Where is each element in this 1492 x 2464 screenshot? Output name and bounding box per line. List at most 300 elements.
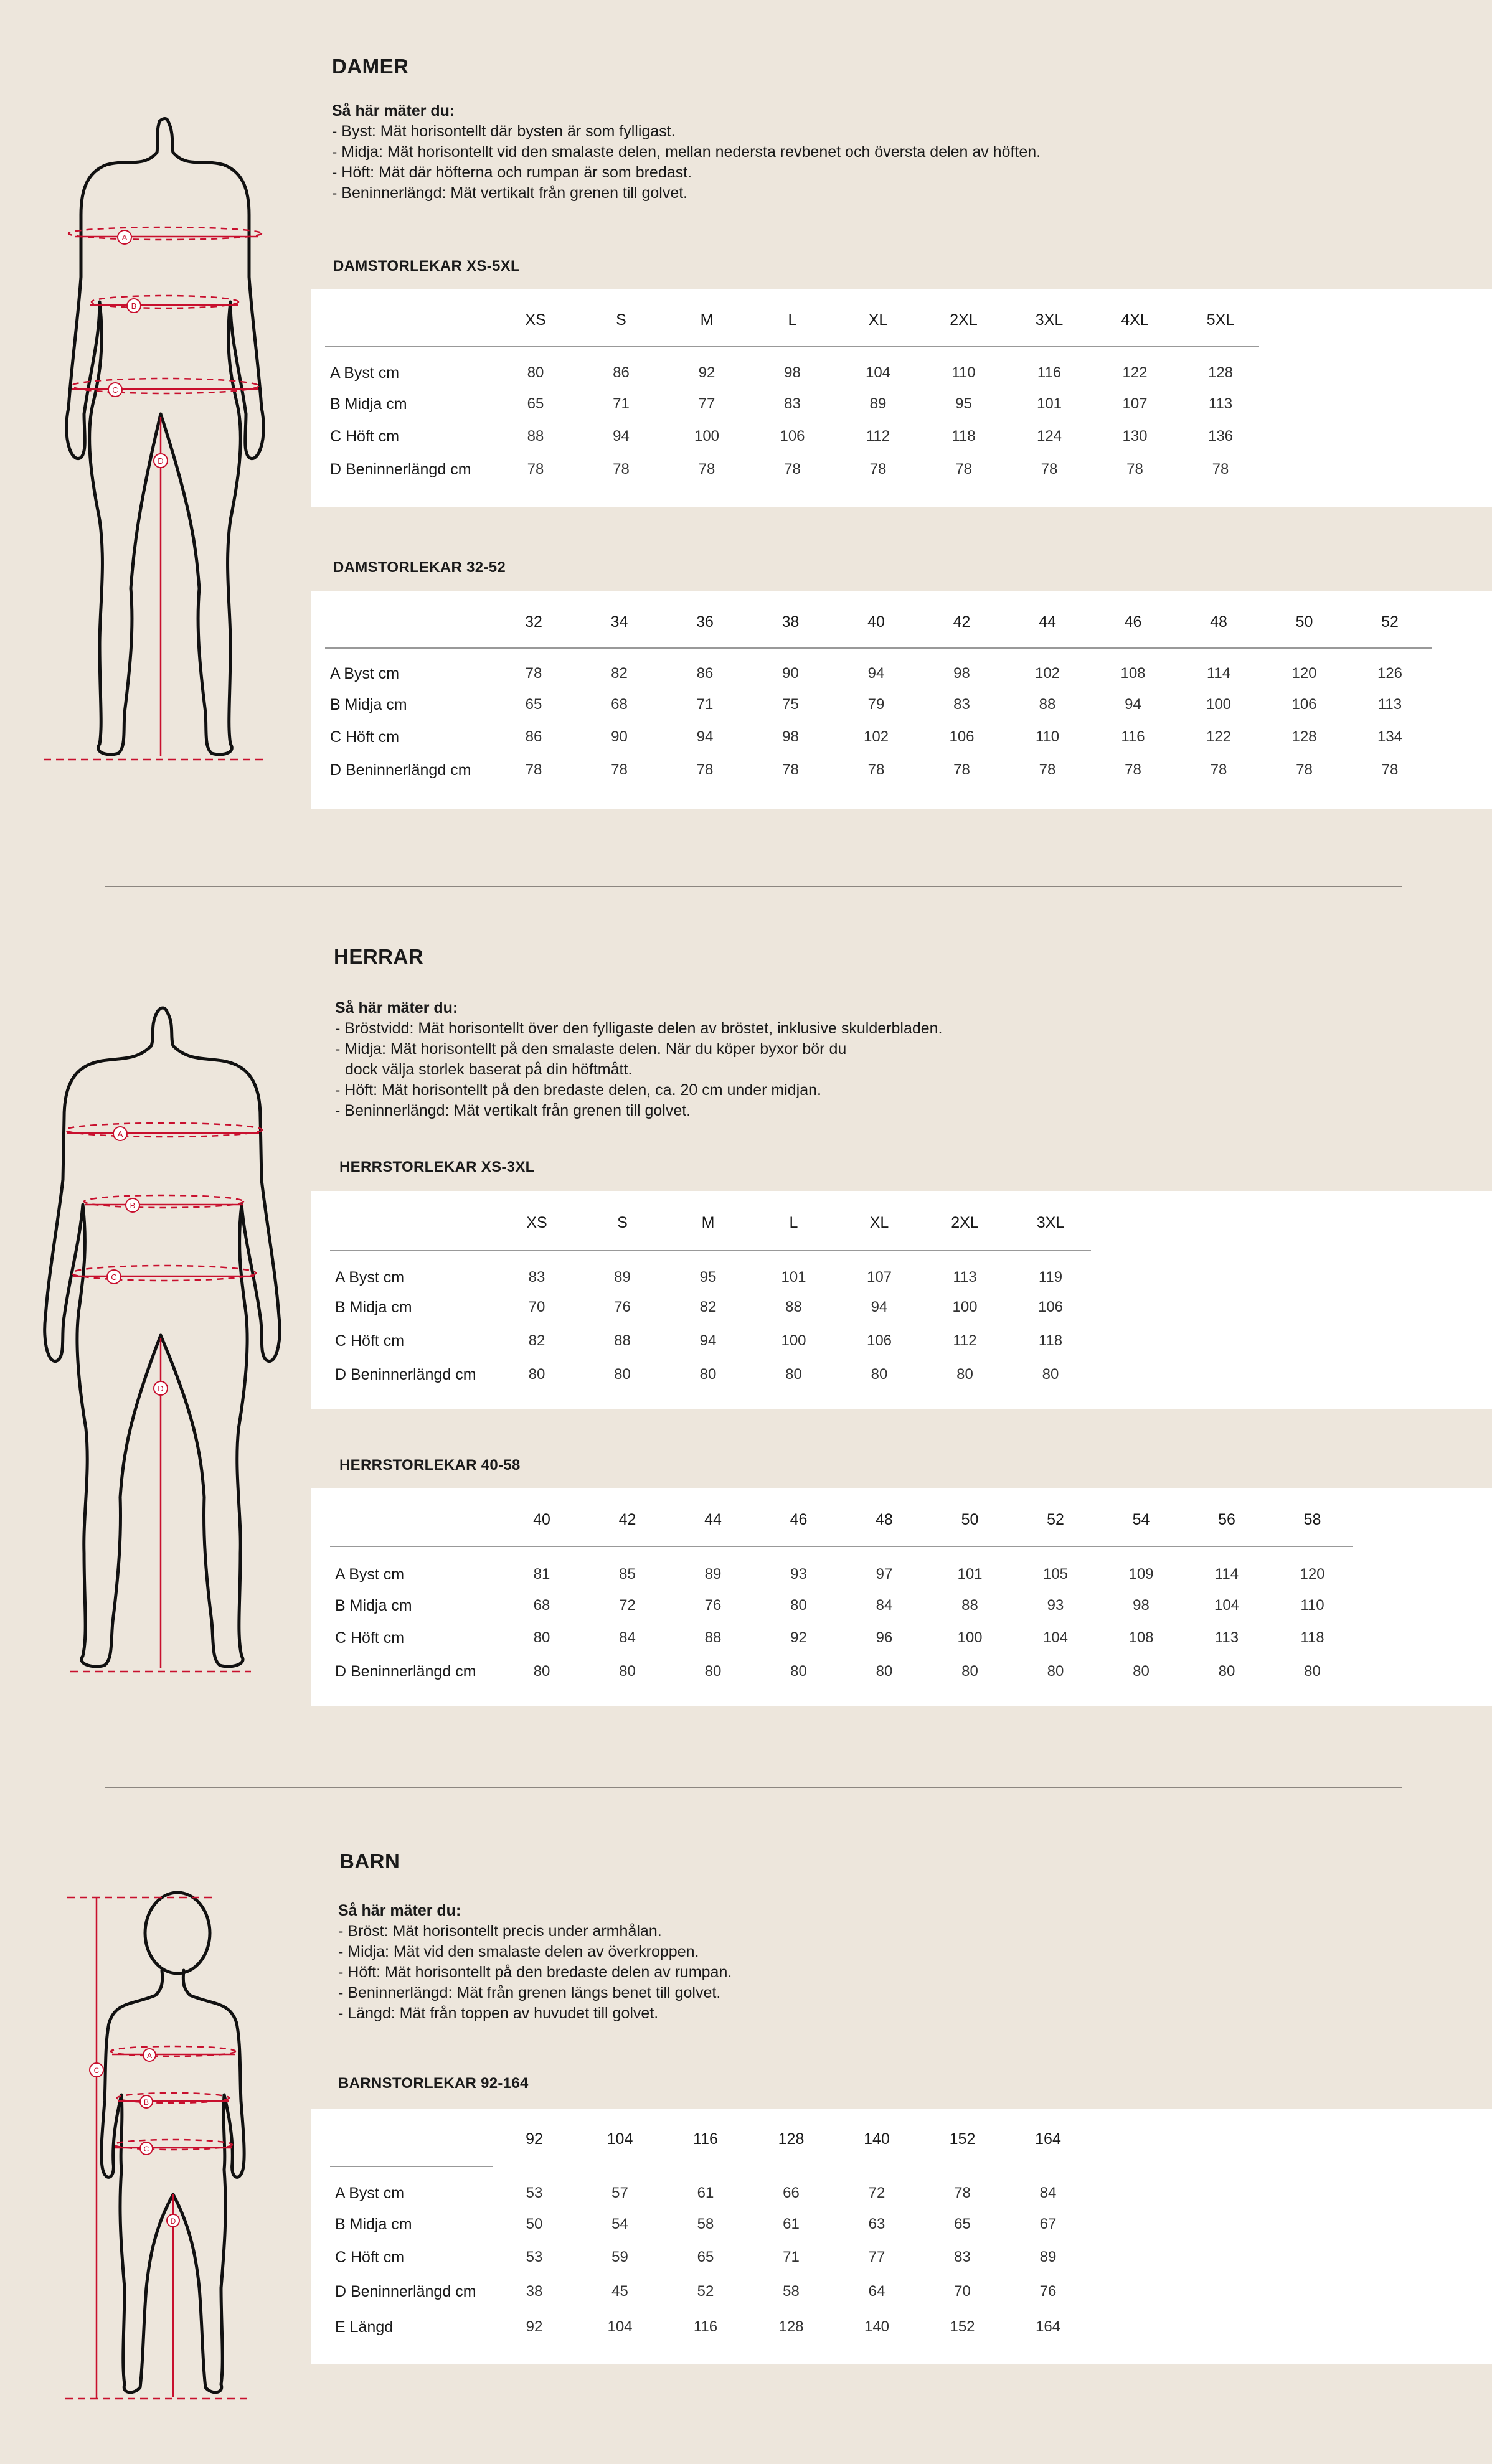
- howto-heading: Så här mäter du:: [332, 102, 455, 120]
- table-cell: 116: [693, 2318, 718, 2335]
- table-cell: 78: [1210, 761, 1227, 778]
- table-cell: 45: [611, 2283, 628, 2300]
- table-cell: 86: [613, 364, 630, 381]
- table-cell: 108: [1120, 665, 1146, 682]
- column-header: 104: [607, 2130, 633, 2148]
- table-cell: 106: [1037, 1299, 1064, 1315]
- table-cell: 101: [957, 1566, 983, 1582]
- table-cell: 67: [1039, 2216, 1057, 2232]
- table-cell: 78: [1381, 761, 1399, 778]
- column-header: 46: [1124, 613, 1142, 631]
- column-header: 48: [876, 1511, 893, 1528]
- table-cell: 104: [607, 2318, 633, 2335]
- header-rule: [330, 1546, 1353, 1547]
- table-cell: 78: [1296, 761, 1313, 778]
- column-header: S: [616, 311, 626, 329]
- table-cell: 113: [1377, 696, 1402, 713]
- howto-line: - Midja: Mät vid den smalaste delen av överkroppen.: [338, 1943, 699, 1960]
- howto-damer: [332, 101, 1041, 204]
- table-cell: 105: [1042, 1566, 1069, 1582]
- table-cell: 80: [790, 1663, 807, 1680]
- table-cell: 78: [869, 461, 887, 477]
- row-label: C Höft cm: [335, 2249, 405, 2266]
- table-cell: 72: [619, 1597, 636, 1614]
- marker-c: C: [111, 1272, 117, 1282]
- row-label: B Midja cm: [335, 1299, 412, 1316]
- table-title: BARNSTORLEKAR 92-164: [338, 2075, 529, 2092]
- table-cell: 98: [784, 364, 801, 381]
- howto-heading: Så här mäter du:: [335, 999, 458, 1017]
- row-label: B Midja cm: [330, 395, 407, 413]
- header-rule: [330, 2166, 493, 2167]
- size-table-damer-xs-5xl: [311, 289, 1492, 507]
- header-rule: [325, 647, 1432, 649]
- table-cell: 102: [1034, 665, 1060, 682]
- table-cell: 128: [1207, 364, 1234, 381]
- marker-a: A: [146, 2051, 153, 2060]
- table-cell: 71: [783, 2249, 800, 2265]
- table-cell: 57: [611, 2184, 628, 2201]
- table-cell: 92: [526, 2318, 543, 2335]
- table-cell: 65: [697, 2249, 714, 2265]
- table-cell: 94: [613, 428, 630, 444]
- table-cell: 78: [611, 761, 628, 778]
- table-cell: 104: [1214, 1597, 1240, 1614]
- table-cell: 128: [778, 2318, 804, 2335]
- column-header: 44: [1039, 613, 1056, 631]
- table-cell: 94: [867, 665, 885, 682]
- table-cell: 80: [876, 1663, 893, 1680]
- table-cell: 83: [528, 1269, 545, 1286]
- column-header: L: [789, 1214, 798, 1231]
- table-cell: 78: [1039, 761, 1056, 778]
- table-cell: 64: [868, 2283, 885, 2300]
- header-rule: [330, 1250, 1091, 1251]
- row-label: C Höft cm: [335, 1629, 405, 1647]
- table-cell: 100: [694, 428, 720, 444]
- table-cell: 83: [954, 2249, 971, 2265]
- table-cell: 88: [785, 1299, 802, 1315]
- child-body-figure: [62, 1889, 268, 2406]
- table-cell: 71: [613, 395, 630, 412]
- table-cell: 94: [699, 1332, 717, 1349]
- table-cell: 68: [611, 696, 628, 713]
- table-cell: 100: [957, 1629, 983, 1646]
- howto-line: - Höft: Mät horisontellt på den bredaste delen, ca. 20 cm under midjan.: [335, 1081, 821, 1099]
- marker-b: B: [130, 1201, 136, 1210]
- table-cell: 89: [704, 1566, 722, 1582]
- table-cell: 83: [784, 395, 801, 412]
- table-cell: 78: [1125, 761, 1141, 778]
- table-title: HERRSTORLEKAR XS-3XL: [339, 1159, 535, 1175]
- table-cell: 82: [528, 1332, 545, 1349]
- howto-line: - Längd: Mät från toppen av huvudet till golvet.: [338, 2005, 659, 2022]
- column-header: 50: [1295, 613, 1313, 631]
- column-header: 2XL: [951, 1214, 979, 1231]
- column-header: 152: [949, 2130, 976, 2148]
- marker-a: A: [117, 1129, 123, 1139]
- marker-b: B: [143, 2098, 149, 2107]
- column-header: 3XL: [1036, 1214, 1065, 1231]
- table-cell: 119: [1038, 1269, 1063, 1286]
- table-cell: 89: [869, 395, 887, 412]
- marker-d: D: [158, 1384, 164, 1393]
- table-cell: 110: [1035, 728, 1060, 745]
- row-label: C Höft cm: [330, 728, 400, 746]
- section-divider: [105, 1787, 1402, 1788]
- row-label: C Höft cm: [335, 1332, 405, 1350]
- table-cell: 106: [1291, 696, 1317, 713]
- table-cell: 108: [1128, 1629, 1154, 1646]
- table-cell: 78: [1126, 461, 1143, 477]
- table-cell: 80: [1304, 1663, 1321, 1680]
- table-cell: 78: [867, 761, 885, 778]
- column-header: 54: [1132, 1511, 1150, 1528]
- table-cell: 80: [1133, 1663, 1150, 1680]
- table-cell: 88: [1039, 696, 1056, 713]
- table-cell: 84: [876, 1597, 893, 1614]
- table-title: DAMSTORLEKAR XS-5XL: [333, 258, 520, 275]
- column-header: 56: [1218, 1511, 1235, 1528]
- table-cell: 50: [526, 2216, 543, 2232]
- table-cell: 100: [952, 1299, 978, 1315]
- howto-line: - Beninnerlängd: Mät vertikalt från grenen till golvet.: [335, 1102, 691, 1119]
- table-cell: 112: [953, 1332, 977, 1349]
- row-label: A Byst cm: [330, 364, 400, 382]
- table-cell: 124: [1036, 428, 1062, 444]
- table-cell: 96: [876, 1629, 893, 1646]
- table-cell: 88: [961, 1597, 978, 1614]
- table-cell: 80: [1218, 1663, 1235, 1680]
- table-cell: 80: [528, 1366, 545, 1383]
- table-cell: 126: [1377, 665, 1403, 682]
- table-cell: 89: [1039, 2249, 1057, 2265]
- table-cell: 82: [699, 1299, 717, 1315]
- column-header: 116: [693, 2130, 718, 2148]
- table-cell: 70: [528, 1299, 545, 1315]
- marker-d: D: [158, 456, 164, 466]
- table-cell: 80: [790, 1597, 807, 1614]
- table-cell: 78: [784, 461, 801, 477]
- table-cell: 84: [1039, 2184, 1057, 2201]
- table-cell: 94: [696, 728, 714, 745]
- column-header: 52: [1381, 613, 1399, 631]
- column-header: 46: [790, 1511, 808, 1528]
- table-cell: 93: [790, 1566, 807, 1582]
- table-cell: 78: [525, 665, 542, 682]
- table-cell: 90: [782, 665, 799, 682]
- table-cell: 107: [1122, 395, 1148, 412]
- howto-line: - Beninnerlängd: Mät vertikalt från grenen till golvet.: [332, 184, 688, 202]
- size-table-herrar-xs-3xl: [311, 1191, 1492, 1409]
- row-label: E Längd: [335, 2318, 394, 2336]
- table-cell: 98: [782, 728, 799, 745]
- table-cell: 97: [876, 1566, 893, 1582]
- table-cell: 86: [525, 728, 542, 745]
- column-header: M: [701, 1214, 715, 1231]
- column-header: 4XL: [1121, 311, 1149, 329]
- table-cell: 116: [1037, 364, 1062, 381]
- table-cell: 118: [1300, 1629, 1324, 1646]
- table-cell: 52: [697, 2283, 714, 2300]
- table-cell: 113: [1214, 1629, 1239, 1646]
- column-header: 42: [618, 1511, 636, 1528]
- howto-line: - Byst: Mät horisontellt där bysten är som fylligast.: [332, 123, 676, 140]
- table-cell: 110: [951, 364, 976, 381]
- table-cell: 53: [526, 2249, 543, 2265]
- table-cell: 71: [696, 696, 714, 713]
- table-cell: 89: [614, 1269, 631, 1286]
- table-cell: 79: [867, 696, 885, 713]
- column-header: 40: [867, 613, 885, 631]
- column-header: 44: [704, 1511, 722, 1528]
- table-cell: 134: [1377, 728, 1403, 745]
- table-cell: 76: [704, 1597, 722, 1614]
- table-cell: 90: [611, 728, 628, 745]
- table-cell: 92: [790, 1629, 807, 1646]
- table-cell: 75: [782, 696, 799, 713]
- table-cell: 113: [953, 1269, 977, 1286]
- table-cell: 128: [1291, 728, 1317, 745]
- column-header: 38: [781, 613, 800, 631]
- table-cell: 78: [613, 461, 630, 477]
- table-cell: 102: [863, 728, 889, 745]
- column-header: 32: [525, 613, 542, 631]
- marker-c: C: [93, 2066, 100, 2075]
- table-cell: 92: [698, 364, 715, 381]
- table-cell: 38: [526, 2283, 543, 2300]
- women-body-figure: [44, 115, 268, 763]
- table-cell: 77: [698, 395, 715, 412]
- howto-line: - Bröstvidd: Mät horisontellt över den fylligaste delen av bröstet, inklusive skulderbladen.: [335, 1020, 943, 1037]
- row-label: D Beninnerlängd cm: [335, 1366, 476, 1383]
- table-cell: 61: [697, 2184, 714, 2201]
- column-header: 58: [1303, 1511, 1321, 1528]
- howto-line: - Höft: Mät horisontellt på den bredaste delen av rumpan.: [338, 1963, 732, 1981]
- table-cell: 122: [1206, 728, 1232, 745]
- table-cell: 104: [1042, 1629, 1069, 1646]
- howto-barn: [338, 1901, 732, 2024]
- table-cell: 109: [1128, 1566, 1154, 1582]
- table-cell: 80: [614, 1366, 631, 1383]
- column-header: 36: [696, 613, 714, 631]
- table-cell: 116: [1121, 728, 1145, 745]
- howto-line: - Beninnerlängd: Mät från grenen längs benet till golvet.: [338, 1984, 721, 2001]
- row-label: A Byst cm: [335, 1566, 405, 1583]
- marker-b: B: [131, 301, 137, 311]
- column-header: 5XL: [1206, 311, 1235, 329]
- table-cell: 80: [871, 1366, 888, 1383]
- table-cell: 80: [533, 1663, 550, 1680]
- row-label: B Midja cm: [330, 696, 407, 713]
- column-header: 40: [533, 1511, 550, 1528]
- column-header: M: [700, 311, 714, 329]
- table-cell: 93: [1047, 1597, 1064, 1614]
- table-cell: 58: [783, 2283, 800, 2300]
- column-header: XS: [526, 1214, 547, 1231]
- column-header: L: [788, 311, 797, 329]
- table-cell: 66: [783, 2184, 800, 2201]
- table-cell: 100: [1206, 696, 1232, 713]
- table-cell: 76: [1039, 2283, 1057, 2300]
- howto-line: dock välja storlek baserat på din höftmått.: [345, 1061, 633, 1078]
- howto-herrar: [335, 998, 943, 1121]
- table-cell: 118: [1038, 1332, 1063, 1349]
- howto-line: - Höft: Mät där höfterna och rumpan är som bredast.: [332, 164, 692, 181]
- marker-a: A: [121, 233, 128, 242]
- table-title: DAMSTORLEKAR 32-52: [333, 559, 506, 576]
- table-cell: 77: [868, 2249, 885, 2265]
- table-cell: 95: [699, 1269, 717, 1286]
- table-cell: 122: [1122, 364, 1148, 381]
- table-cell: 78: [1212, 461, 1229, 477]
- table-cell: 80: [527, 364, 544, 381]
- column-header: XS: [525, 311, 546, 329]
- column-header: 34: [610, 613, 628, 631]
- table-cell: 78: [1041, 461, 1058, 477]
- table-cell: 78: [525, 761, 542, 778]
- column-header: 128: [778, 2130, 805, 2148]
- table-cell: 76: [614, 1299, 631, 1315]
- row-label: C Höft cm: [330, 428, 400, 445]
- table-cell: 59: [611, 2249, 628, 2265]
- column-header: 48: [1210, 613, 1227, 631]
- column-header: S: [617, 1214, 628, 1231]
- table-cell: 98: [953, 665, 970, 682]
- row-label: D Beninnerlängd cm: [330, 461, 471, 478]
- table-cell: 65: [527, 395, 544, 412]
- marker-d: D: [170, 2217, 176, 2226]
- table-cell: 70: [954, 2283, 971, 2300]
- row-label: D Beninnerlängd cm: [335, 1663, 476, 1680]
- row-label: B Midja cm: [335, 1597, 412, 1614]
- table-cell: 80: [1042, 1366, 1059, 1383]
- table-cell: 82: [611, 665, 628, 682]
- table-cell: 101: [1036, 395, 1062, 412]
- table-cell: 120: [1291, 665, 1317, 682]
- howto-line: - Midja: Mät horisontellt på den smalaste delen. När du köper byxor bör du: [335, 1040, 847, 1058]
- table-cell: 106: [949, 728, 975, 745]
- row-label: A Byst cm: [335, 2184, 405, 2202]
- table-cell: 61: [783, 2216, 800, 2232]
- table-cell: 80: [699, 1366, 717, 1383]
- column-header: 52: [1047, 1511, 1064, 1528]
- table-cell: 80: [785, 1366, 802, 1383]
- size-table-barn-92-164: [311, 2109, 1492, 2364]
- table-cell: 58: [697, 2216, 714, 2232]
- table-cell: 106: [780, 428, 805, 444]
- table-cell: 80: [704, 1663, 722, 1680]
- table-cell: 81: [533, 1566, 550, 1582]
- table-cell: 120: [1300, 1566, 1325, 1582]
- table-cell: 113: [1208, 395, 1233, 412]
- table-cell: 114: [1214, 1566, 1239, 1582]
- column-header: XL: [868, 311, 888, 329]
- table-cell: 86: [696, 665, 714, 682]
- table-cell: 94: [1125, 696, 1141, 713]
- table-cell: 83: [953, 696, 970, 713]
- column-header: 92: [526, 2130, 543, 2148]
- table-cell: 63: [868, 2216, 885, 2232]
- table-cell: 118: [951, 428, 976, 444]
- column-header: 3XL: [1035, 311, 1064, 329]
- table-cell: 85: [619, 1566, 636, 1582]
- table-cell: 104: [865, 364, 891, 381]
- table-cell: 114: [1206, 665, 1231, 682]
- howto-heading: Så här mäter du:: [338, 1902, 461, 1919]
- column-header: 50: [961, 1511, 979, 1528]
- table-cell: 68: [533, 1597, 550, 1614]
- section-title-barn: BARN: [339, 1850, 400, 1873]
- row-label: B Midja cm: [335, 2216, 412, 2233]
- howto-line: - Midja: Mät horisontellt vid den smalaste delen, mellan nedersta revbenet och översta delen av höften.: [332, 143, 1041, 161]
- table-cell: 136: [1207, 428, 1234, 444]
- table-cell: 84: [619, 1629, 636, 1646]
- section-title-herrar: HERRAR: [334, 945, 424, 968]
- row-label: A Byst cm: [335, 1269, 405, 1286]
- table-cell: 164: [1035, 2318, 1061, 2335]
- column-header: 140: [864, 2130, 890, 2148]
- header-rule: [325, 346, 1259, 347]
- table-cell: 107: [866, 1269, 892, 1286]
- marker-c: C: [112, 385, 118, 395]
- table-cell: 53: [526, 2184, 543, 2201]
- row-label: D Beninnerlängd cm: [335, 2283, 476, 2300]
- table-cell: 72: [868, 2184, 885, 2201]
- table-cell: 65: [954, 2216, 971, 2232]
- table-cell: 98: [1133, 1597, 1150, 1614]
- table-cell: 78: [954, 2184, 971, 2201]
- size-table-damer-32-52: [311, 591, 1492, 809]
- table-cell: 78: [527, 461, 544, 477]
- table-cell: 78: [696, 761, 714, 778]
- table-cell: 80: [961, 1663, 978, 1680]
- table-cell: 94: [871, 1299, 888, 1315]
- table-cell: 112: [866, 428, 890, 444]
- table-cell: 80: [1047, 1663, 1064, 1680]
- table-cell: 88: [704, 1629, 722, 1646]
- section-title-damer: DAMER: [332, 55, 409, 78]
- table-title: HERRSTORLEKAR 40-58: [339, 1457, 521, 1474]
- column-header: 164: [1035, 2130, 1061, 2148]
- table-cell: 88: [527, 428, 544, 444]
- table-cell: 65: [525, 696, 542, 713]
- table-cell: 80: [619, 1663, 636, 1680]
- howto-line: - Bröst: Mät horisontellt precis under armhålan.: [338, 1922, 662, 1940]
- table-cell: 95: [955, 395, 972, 412]
- row-label: D Beninnerlängd cm: [330, 761, 471, 779]
- column-header: 42: [953, 613, 971, 631]
- row-label: A Byst cm: [330, 665, 400, 682]
- table-cell: 140: [864, 2318, 890, 2335]
- table-cell: 110: [1300, 1597, 1324, 1614]
- table-cell: 100: [781, 1332, 806, 1349]
- column-header: 2XL: [950, 311, 978, 329]
- table-cell: 54: [611, 2216, 628, 2232]
- table-cell: 130: [1122, 428, 1148, 444]
- size-table-herrar-40-58: [311, 1488, 1492, 1706]
- table-cell: 101: [781, 1269, 806, 1286]
- men-body-figure: [36, 1005, 285, 1684]
- table-cell: 78: [698, 461, 715, 477]
- table-cell: 106: [866, 1332, 892, 1349]
- table-cell: 78: [953, 761, 970, 778]
- table-cell: 80: [956, 1366, 973, 1383]
- table-cell: 78: [955, 461, 972, 477]
- section-divider: [105, 886, 1402, 887]
- table-cell: 80: [533, 1629, 550, 1646]
- marker-c: C: [143, 2145, 149, 2153]
